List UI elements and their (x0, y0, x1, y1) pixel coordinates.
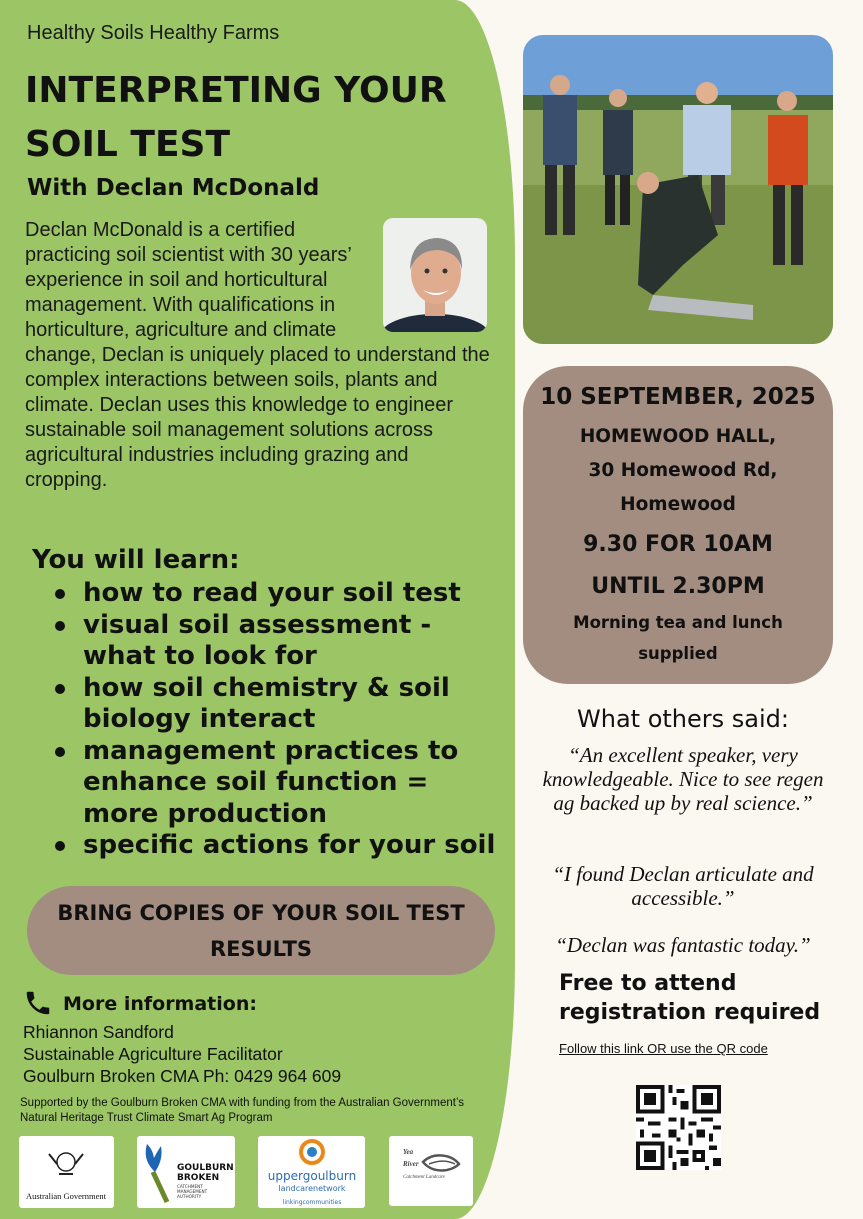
bullet-icon (55, 841, 65, 851)
learn-item-text: how soil chemistry & soil biology interact (83, 672, 450, 734)
event-venue: HOMEWOOD HALL, (579, 426, 777, 447)
learn-item-text: management practices to enhance soil function = more production (83, 735, 459, 829)
contact-org-phone: Goulburn Broken CMA Ph: 0429 964 609 (23, 1066, 342, 1086)
yea-river-landcare-logo (389, 1136, 473, 1206)
page-title (25, 64, 495, 172)
gov-logo-text: Australian Government (25, 1191, 107, 1201)
learn-item-text: how to read your soil test (83, 578, 461, 608)
list-item (50, 578, 500, 610)
phone-icon (23, 988, 53, 1018)
testimonial-quote: “Declan was fantastic today.” (555, 933, 811, 957)
bullet-icon (55, 747, 65, 757)
contact-role: Sustainable Agriculture Facilitator (23, 1044, 283, 1064)
testimonial-quote: “An excellent speaker, very knowledgeable. Nice to see regen ag backed up by real science.” (542, 743, 824, 815)
gb-logo-text-1: GOULBURN (177, 1163, 234, 1173)
catering-line-1: Morning tea and lunch (573, 613, 783, 632)
series-name: Healthy Soils Healthy Farms (27, 22, 280, 44)
bio-text: Declan McDonald is a certified practicing soil scientist with 30 years’ experience in soil and horticultural management. With qualifications in horticulture, agriculture and climate change, Declan is uniquely placed to understand the complex interactions between soils, plants and climate. Declan uses this knowledge to engineer sustainable soil management solutions across agricultural industries including grazing and cropping. (25, 219, 490, 491)
event-details-box (523, 366, 833, 684)
bring-line-1: BRING COPIES OF YOUR SOIL TEST (57, 900, 465, 925)
testimonials-heading: What others said: (577, 705, 789, 733)
learn-item-text: specific actions for your soil (83, 830, 496, 860)
title-line-1: INTERPRETING YOUR (25, 70, 447, 111)
ug-logo-text-3: linkingcommunities (282, 1199, 342, 1206)
registration-link[interactable]: Follow this link OR use the QR code (559, 1041, 768, 1056)
learn-list (50, 578, 500, 862)
bullet-icon (55, 589, 65, 599)
learn-item-text: visual soil assessment - what to look for (83, 609, 432, 671)
list-item (50, 830, 500, 862)
australian-government-logo (19, 1136, 114, 1208)
testimonial-quote: “I found Declan articulate and accessible.” (552, 862, 814, 910)
yea-logo-text-1: Yea (403, 1148, 414, 1156)
upper-goulburn-landcare-logo (258, 1136, 365, 1208)
event-date: 10 SEPTEMBER, 2025 (540, 384, 816, 410)
event-time-start: 9.30 FOR 10AM (583, 532, 773, 557)
gb-logo-text-2: BROKEN (177, 1173, 220, 1183)
bring-results-banner (27, 886, 495, 975)
funding-statement: Supported by the Goulburn Broken CMA with funding from the Australian Government’s Natural Heritage Trust Climate Smart Ag Program (20, 1097, 465, 1124)
yea-logo-text-2: River (403, 1160, 419, 1168)
presenter-subtitle: With Declan McDonald (27, 175, 320, 201)
qr-code[interactable] (636, 1085, 721, 1170)
more-info-heading: More information: (63, 993, 257, 1015)
title-line-2: SOIL TEST (25, 124, 231, 165)
gb-logo-text-5: AUTHORITY (177, 1194, 202, 1199)
contact-details (23, 1021, 341, 1087)
catering-line-2: supplied (638, 644, 718, 663)
list-item (50, 673, 500, 736)
contact-name: Rhiannon Sandford (23, 1022, 174, 1042)
presenter-portrait (383, 218, 487, 332)
event-town: Homewood (620, 494, 736, 515)
event-time-end: UNTIL 2.30PM (591, 574, 765, 599)
yea-logo-text-3: Catchment Landcare (403, 1175, 445, 1180)
bullet-icon (55, 621, 65, 631)
ug-logo-text-1: uppergoulburn (267, 1169, 357, 1183)
list-item (50, 610, 500, 673)
learn-heading: You will learn: (32, 545, 240, 575)
gb-logo-text-4: MANAGEMENT (177, 1189, 208, 1194)
list-item (50, 736, 500, 831)
field-day-photo (523, 35, 833, 344)
free-to-attend: Free to attend (559, 971, 737, 996)
event-address: 30 Homewood Rd, (588, 460, 778, 481)
bullet-icon (55, 684, 65, 694)
registration-required: registration required (559, 1000, 821, 1025)
ug-logo-text-2: landcarenetwork (278, 1184, 346, 1193)
bring-line-2: RESULTS (209, 936, 313, 961)
goulburn-broken-cma-logo (137, 1136, 235, 1208)
registration-note (559, 969, 820, 1027)
gb-logo-text-3: CATCHMENT (177, 1184, 203, 1189)
